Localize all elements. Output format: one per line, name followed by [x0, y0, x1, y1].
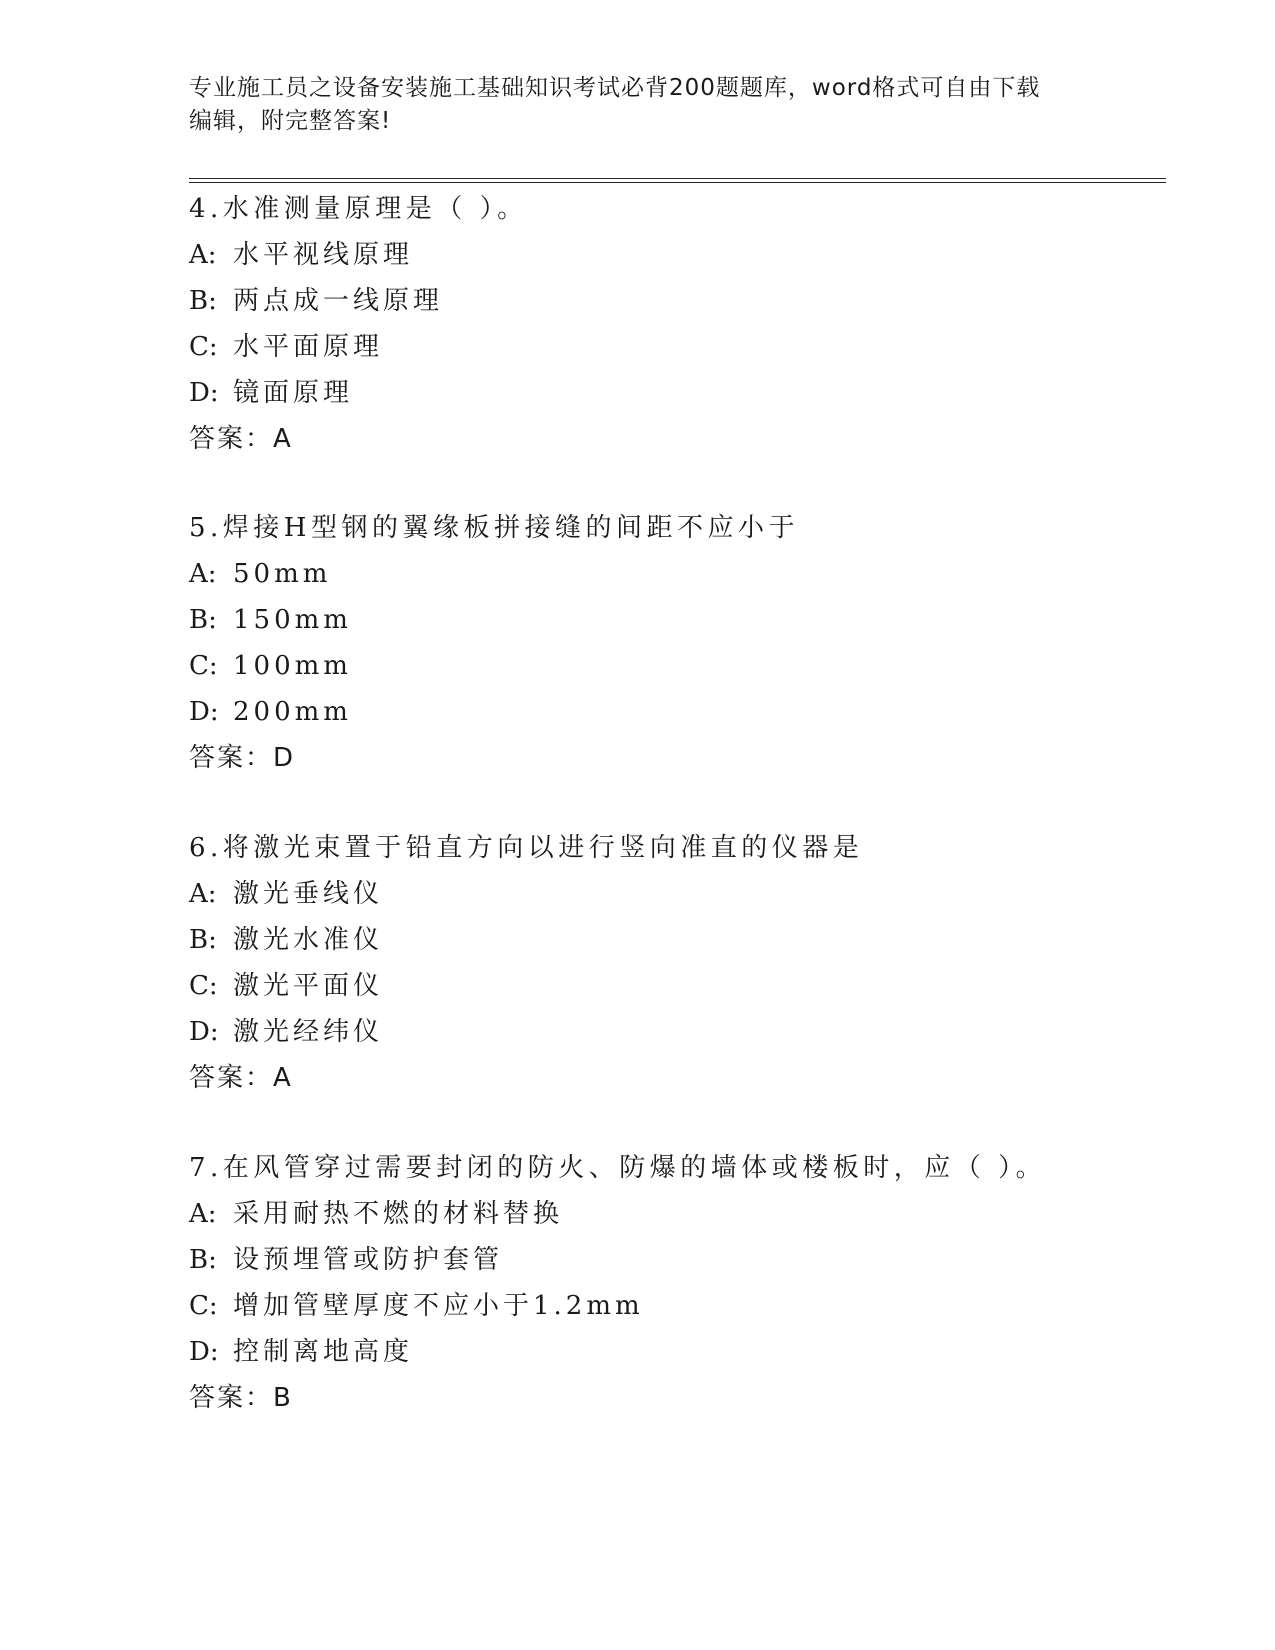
option-text: 激光经纬仪 [233, 1017, 384, 1047]
question-stem: 4.水准测量原理是（ ）。 [189, 194, 528, 224]
option-key: A: [189, 240, 217, 270]
option-key: D: [189, 1337, 219, 1367]
option-a [189, 871, 1149, 917]
question-block [189, 1145, 1149, 1421]
option-d [189, 1009, 1149, 1055]
option-text: 50mm [233, 559, 332, 589]
option-c [189, 963, 1149, 1009]
option-text: 100mm [233, 651, 352, 681]
option-c [189, 324, 1149, 370]
option-text: 增加管壁厚度不应小于1.2mm [233, 1291, 644, 1321]
answer-line: 答案：A [189, 424, 293, 454]
answer-line: 答案：A [189, 1063, 293, 1093]
option-key: A: [189, 879, 217, 909]
option-key: A: [189, 559, 217, 589]
option-text: 激光平面仪 [233, 971, 384, 1001]
option-d [189, 689, 1149, 735]
option-text: 控制离地高度 [233, 1337, 414, 1367]
option-b [189, 597, 1149, 643]
answer-line: 答案：D [189, 743, 296, 773]
option-key: B: [189, 286, 217, 316]
question-block [189, 186, 1149, 462]
question-stem: 6.将激光束置于铅直方向以进行竖向准直的仪器是 [189, 833, 864, 863]
answer-line: 答案：B [189, 1383, 293, 1413]
option-a [189, 1191, 1149, 1237]
header-divider [189, 178, 1166, 183]
option-key: C: [189, 971, 218, 1001]
option-key: A: [189, 1199, 217, 1229]
option-key: B: [189, 1245, 217, 1275]
option-c [189, 643, 1149, 689]
question-block [189, 505, 1149, 781]
option-key: D: [189, 697, 219, 727]
option-b [189, 1237, 1149, 1283]
option-key: C: [189, 332, 218, 362]
option-d [189, 370, 1149, 416]
option-c [189, 1283, 1149, 1329]
option-text: 激光水准仪 [233, 925, 384, 955]
option-text: 两点成一线原理 [233, 286, 444, 316]
option-key: C: [189, 651, 218, 681]
option-text: 水平视线原理 [233, 240, 414, 270]
option-d [189, 1329, 1149, 1375]
option-text: 激光垂线仪 [233, 879, 384, 909]
option-b [189, 278, 1149, 324]
option-text: 200mm [233, 697, 352, 727]
document-title-line-1: 专业施工员之设备安装施工基础知识考试必背200题题库，word格式可自由下载 [189, 75, 1041, 101]
option-a [189, 232, 1149, 278]
option-key: B: [189, 925, 217, 955]
document-title-line-2: 编辑，附完整答案! [189, 108, 392, 134]
option-text: 设预埋管或防护套管 [233, 1245, 504, 1275]
question-stem: 7.在风管穿过需要封闭的防火、防爆的墙体或楼板时，应（ ）。 [189, 1153, 1047, 1183]
option-a [189, 551, 1149, 597]
option-text: 水平面原理 [233, 332, 384, 362]
option-key: D: [189, 1017, 219, 1047]
option-key: C: [189, 1291, 218, 1321]
option-key: D: [189, 378, 219, 408]
option-b [189, 917, 1149, 963]
option-text: 镜面原理 [233, 378, 354, 408]
option-key: B: [189, 605, 217, 635]
document-title [189, 72, 1089, 138]
question-stem: 5.焊接H型钢的翼缘板拼接缝的间距不应小于 [189, 513, 799, 543]
option-text: 150mm [233, 605, 352, 635]
option-text: 采用耐热不燃的材料替换 [233, 1199, 564, 1229]
question-block [189, 825, 1149, 1101]
